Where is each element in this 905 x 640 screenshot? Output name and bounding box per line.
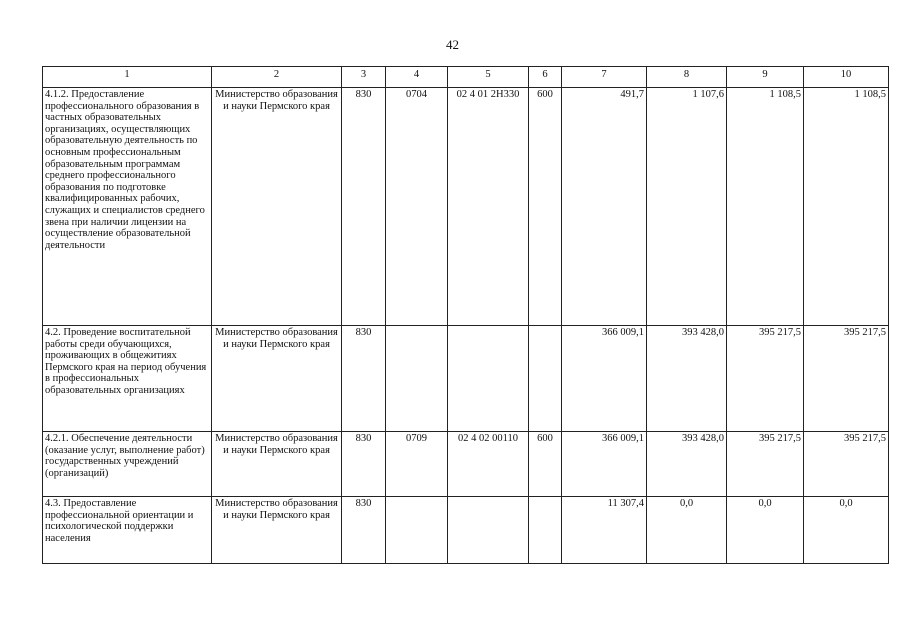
row-name: 4.1.2. Предоставление профессионального образования в частных образовательных организациях, осуществляющих образовательную деятельность по основным профессиональным образовательным программам среднего профессионального образования по подготовке квалифицированных рабочих, служащих и специалистов среднего звена при наличии лицензии на осуществление образовательной деятельности: [43, 88, 212, 326]
row-col-3: 830: [342, 326, 386, 432]
row-col-3: 830: [342, 497, 386, 564]
table-row: [43, 432, 889, 497]
row-col-8: 0,0: [647, 497, 727, 564]
header-col-1: 1: [43, 67, 212, 88]
row-col-4: [386, 497, 448, 564]
row-col-8: 393 428,0: [647, 432, 727, 497]
row-col-7: 11 307,4: [562, 497, 647, 564]
row-col-8: 393 428,0: [647, 326, 727, 432]
header-col-5: 5: [448, 67, 529, 88]
row-col-5: [448, 497, 529, 564]
row-col-9: 395 217,5: [727, 326, 804, 432]
row-col-4: 0704: [386, 88, 448, 326]
row-col-10: 0,0: [804, 497, 889, 564]
row-name: 4.3. Предоставление профессиональной ориентации и психологической поддержки населения: [43, 497, 212, 564]
row-col-9: 1 108,5: [727, 88, 804, 326]
page-number: 42: [446, 37, 459, 52]
row-org: Министерство образования и науки Пермского края: [212, 432, 342, 497]
row-col-9: 0,0: [727, 497, 804, 564]
row-col-9: 395 217,5: [727, 432, 804, 497]
row-org: Министерство образования и науки Пермского края: [212, 88, 342, 326]
header-col-6: 6: [529, 67, 562, 88]
row-col-7: 491,7: [562, 88, 647, 326]
row-col-5: 02 4 01 2Н330: [448, 88, 529, 326]
table-row: [43, 497, 889, 564]
header-col-9: 9: [727, 67, 804, 88]
row-org: Министерство образования и науки Пермского края: [212, 497, 342, 564]
row-name: 4.2. Проведение воспитательной работы среди обучающихся, проживающих в общежитиях Пермского края на период обучения в профессиональных образовательных организациях: [43, 326, 212, 432]
header-col-10: 10: [804, 67, 889, 88]
row-col-7: 366 009,1: [562, 326, 647, 432]
table-row: [43, 88, 889, 326]
row-col-4: [386, 326, 448, 432]
row-col-5: 02 4 02 00110: [448, 432, 529, 497]
row-col-10: 395 217,5: [804, 326, 889, 432]
row-col-6: [529, 497, 562, 564]
row-col-8: 1 107,6: [647, 88, 727, 326]
row-name: 4.2.1. Обеспечение деятельности (оказание услуг, выполнение работ) государственных учреждений (организаций): [43, 432, 212, 497]
header-col-4: 4: [386, 67, 448, 88]
row-col-3: 830: [342, 88, 386, 326]
row-col-5: [448, 326, 529, 432]
header-col-2: 2: [212, 67, 342, 88]
row-col-3: 830: [342, 432, 386, 497]
row-col-6: 600: [529, 432, 562, 497]
row-col-10: 1 108,5: [804, 88, 889, 326]
row-col-4: 0709: [386, 432, 448, 497]
header-col-8: 8: [647, 67, 727, 88]
row-col-10: 395 217,5: [804, 432, 889, 497]
table-row: [43, 326, 889, 432]
row-col-6: 600: [529, 88, 562, 326]
row-col-7: 366 009,1: [562, 432, 647, 497]
row-col-6: [529, 326, 562, 432]
budget-table: [42, 66, 889, 564]
header-col-7: 7: [562, 67, 647, 88]
header-row: [43, 67, 889, 88]
header-col-3: 3: [342, 67, 386, 88]
row-org: Министерство образования и науки Пермского края: [212, 326, 342, 432]
